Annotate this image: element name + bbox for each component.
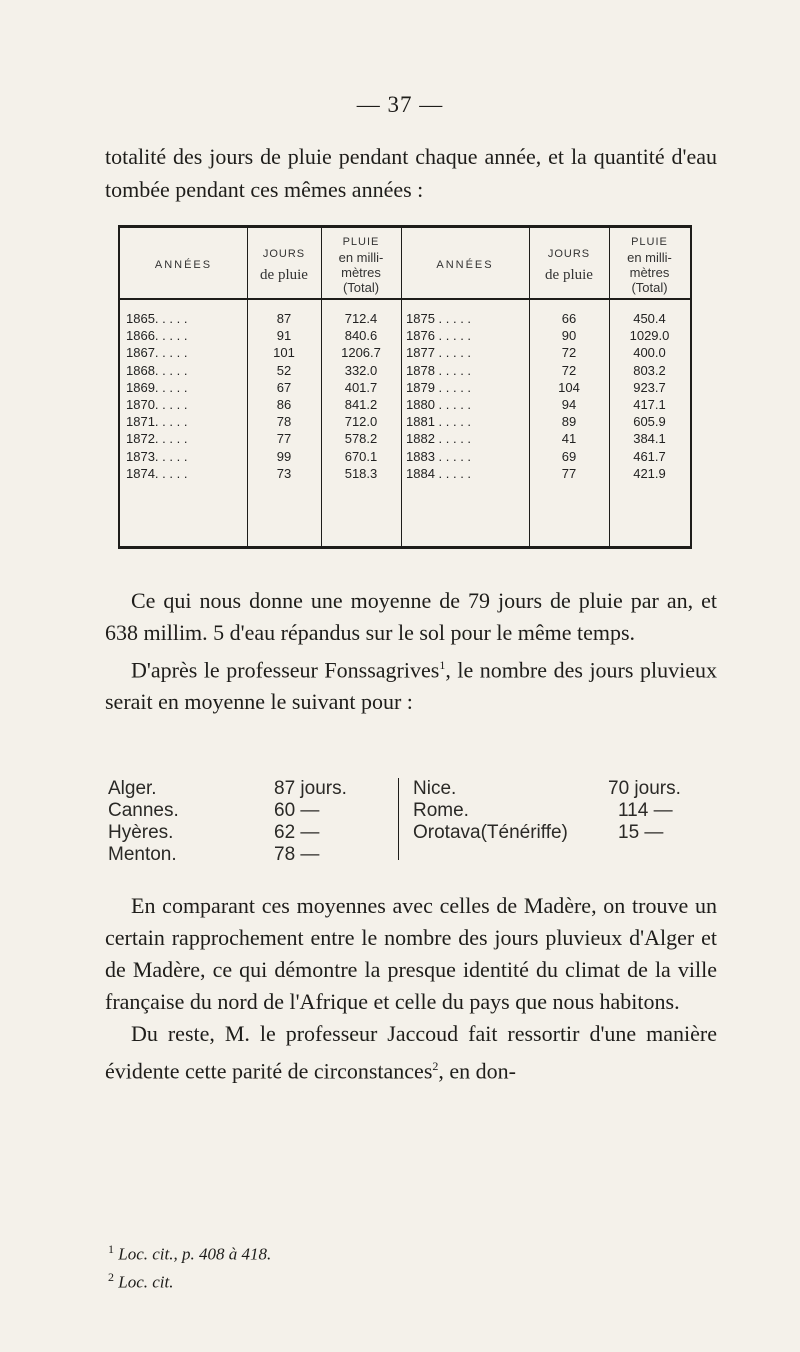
table-cell: 384.1	[633, 431, 666, 447]
table-cell: 461.7	[633, 448, 666, 464]
table-cell: 1865. . . . .	[126, 311, 188, 326]
table-cell: 1870. . . . .	[126, 397, 188, 413]
header-jours-left: JOURS de pluie	[260, 248, 308, 283]
list-item: 78 —	[274, 844, 320, 865]
intro-paragraph: totalité des jours de pluie pendant chaque année, et la quantité d'eau tombée pendant ces mêmes années :	[105, 144, 717, 202]
footnote: $^1$ Loc. cit., p. 408 à 418.	[108, 1242, 272, 1264]
left-days-column	[247, 310, 321, 482]
table-cell: 67	[276, 379, 292, 395]
table-cell: 401.7	[344, 379, 378, 395]
table-cell: 104	[558, 379, 580, 395]
footnote-ref: 1	[439, 658, 446, 672]
list-item: Rome.	[413, 800, 469, 821]
list-item: 114 —	[618, 800, 673, 821]
table-cell: 1874. . . . .	[126, 465, 188, 481]
table-cell: 1876 . . . . .	[406, 328, 472, 344]
table-cell: 578.2	[344, 431, 378, 447]
rainfall-table	[118, 225, 692, 549]
table-cell: 87	[276, 311, 292, 326]
table-cell: 670.1	[344, 448, 378, 464]
list-divider	[398, 778, 399, 860]
table-cell: 90	[561, 328, 577, 344]
table-cell: 840.6	[344, 328, 378, 344]
header-annees-left: ANNÉES	[154, 258, 213, 271]
table-cell: 41	[561, 431, 577, 447]
table-cell: 1029.0	[629, 328, 670, 344]
header-pluie-right: PLUIE en milli- mètres (Total)	[627, 236, 672, 295]
paragraph-madere: En comparant ces moyennes avec celles de Madère, on trouve un certain rapprochement entre le nombre des jours pluvieux d'Alger et de Madère, ce qui démontre la presque identité du climat de la ville française du nord de l'Afrique et celle du pays que nous habitons.	[105, 893, 717, 1014]
list-item: 15 —	[618, 822, 664, 843]
list-item: 60 —	[274, 800, 320, 821]
table-cell: 923.7	[633, 379, 666, 395]
table-cell: 72	[561, 362, 577, 378]
table-cell: 712.4	[344, 311, 378, 326]
paragraph-fonssagrives: D'après le professeur Fonssagrives$^1$, le nombre des jours pluvieux serait en moyenne le suivant pour :	[105, 657, 717, 715]
footnotes	[108, 1238, 708, 1293]
table-cell: 841.2	[344, 397, 378, 413]
table-cell: 1866. . . . .	[126, 328, 188, 344]
table-cell: 1875 . . . . .	[406, 311, 472, 326]
right-days-column	[529, 310, 609, 482]
table-cell: 332.0	[344, 362, 378, 378]
table-cell: 94	[561, 397, 577, 413]
table-cell: 1882 . . . . .	[406, 431, 472, 447]
table-cell: 72	[561, 345, 577, 361]
right-years-column	[406, 310, 526, 482]
table-cell: 1869. . . . .	[126, 379, 188, 395]
table-cell: 1871. . . . .	[126, 414, 188, 430]
table-cell: 1206.7	[341, 345, 381, 361]
list-item: Nice.	[413, 778, 457, 799]
intro-text	[105, 140, 717, 206]
paragraph-jaccoud: Du reste, M. le professeur Jaccoud fait ressortir d'une manière évidente cette parité de circonstances$^2$, en don-	[105, 1021, 717, 1084]
list-item: 70 jours.	[608, 778, 681, 799]
list-item: 87 jours.	[274, 778, 347, 799]
table-cell: 1884 . . . . .	[406, 465, 472, 481]
climate-list	[108, 778, 718, 865]
table-cell: 1881 . . . . .	[406, 414, 472, 430]
left-years-column	[126, 310, 244, 482]
table-cell: 1872. . . . .	[126, 431, 188, 447]
table-cell: 91	[276, 328, 292, 344]
list-item: Cannes.	[108, 800, 179, 821]
table-cell: 1877 . . . . .	[406, 345, 472, 361]
list-item: Hyères.	[108, 822, 174, 843]
footnote-ref: 2	[432, 1059, 439, 1073]
table-cell: 1867. . . . .	[126, 345, 188, 361]
table-cell: 1883 . . . . .	[406, 448, 472, 464]
left-rain-column	[321, 310, 401, 482]
list-item: 62 —	[274, 822, 320, 843]
table-cell: 518.3	[344, 465, 378, 481]
table-cell: 417.1	[633, 397, 666, 413]
table-cell: 69	[561, 448, 577, 464]
table-cell: 1880 . . . . .	[406, 397, 472, 413]
table-cell: 52	[276, 362, 292, 378]
table-cell: 99	[276, 448, 292, 464]
table-cell: 78	[276, 414, 292, 430]
table-cell: 73	[276, 465, 292, 481]
header-pluie-left: PLUIE en milli- mètres (Total)	[338, 236, 384, 295]
table-cell: 712.0	[344, 414, 378, 430]
table-cell: 605.9	[633, 414, 666, 430]
table-cell: 803.2	[633, 362, 666, 378]
table-cell: 89	[561, 414, 577, 430]
table-cell: 77	[276, 431, 292, 447]
table-cell: 1873. . . . .	[126, 448, 188, 464]
table-cell: 66	[561, 311, 577, 326]
table-cell: 1868. . . . .	[126, 362, 188, 378]
page-number: — 37 —	[356, 92, 444, 117]
table-cell: 1879 . . . . .	[406, 379, 472, 395]
body-text-lower	[105, 890, 717, 1087]
footnote: $^2$ Loc. cit.	[108, 1269, 174, 1292]
body-text-upper	[105, 585, 717, 718]
table-cell: 77	[561, 465, 577, 481]
list-item: Alger.	[108, 778, 157, 799]
header-rule	[120, 298, 690, 300]
table-cell: 1878 . . . . .	[406, 362, 472, 378]
list-item: Orotava(Ténériffe)	[413, 822, 568, 843]
table-cell: 101	[273, 345, 295, 361]
table-cell: 450.4	[633, 311, 666, 326]
paragraph-average: Ce qui nous donne une moyenne de 79 jours de pluie par an, et 638 millim. 5 d'eau répandus sur le sol pour le même temps.	[105, 588, 717, 645]
table-cell: 421.9	[633, 465, 666, 481]
table-cell: 400.0	[633, 345, 666, 361]
table-cell: 86	[276, 397, 292, 413]
right-rain-column	[609, 310, 690, 482]
header-jours-right: JOURS de pluie	[545, 248, 593, 283]
header-annees-right: ANNÉES	[436, 258, 494, 271]
list-item: Menton.	[108, 844, 177, 865]
